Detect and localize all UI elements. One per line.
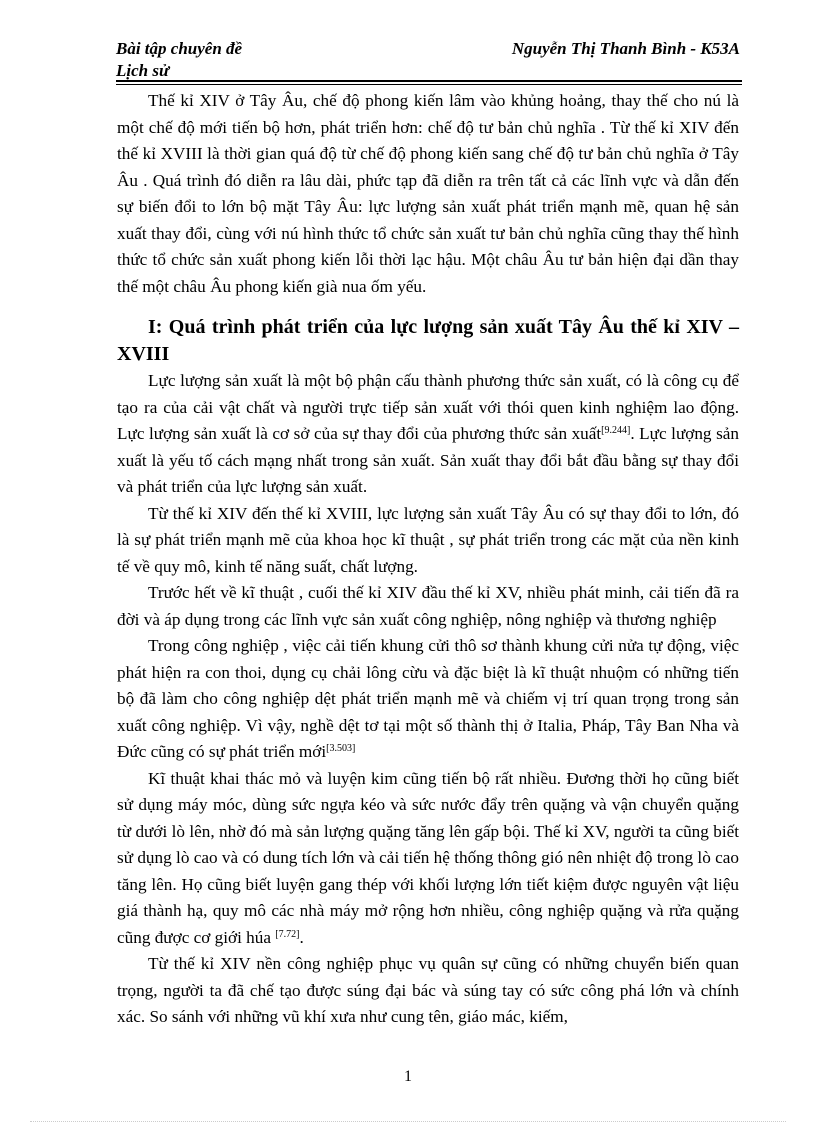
header-subject: Lịch sử: [116, 61, 170, 80]
header-rule-thick: [116, 80, 742, 82]
header-author: Nguyễn Thị Thanh Bình - K53A: [511, 39, 740, 58]
citation-ref: [7.72]: [275, 928, 300, 940]
header-left: [116, 38, 316, 82]
citation-ref: [3.503]: [326, 743, 356, 754]
paragraph-text: .: [299, 927, 304, 947]
paragraph-text: Kĩ thuật khai thác mỏ và luyện kim cũng tiến bộ rất nhiều. Đương thời họ cũng biết sử dụng máy móc, dùng sức ngựa kéo và sức nước đẩy trên quặng và vận chuyển quặng từ dưới lò lên, nhờ đó mà sản lượng quặng tăng lên gấp bội. Thế kỉ XV, người ta cũng biết sử dụng lò cao và có dung tích lớn và cải tiến hệ thống thông gió nên nhiệt độ trong lò cao tăng lên. Họ cũng biết luyện gang thép với khối lượng lớn tiết kiệm được nguyên vật liệu giá thành hạ, quy mô các nhà máy mở rộng hơn nhiều, công nghiệp quặng và rửa quặng cũng được cơ giới húa: [117, 768, 739, 947]
header-rule-thin: [116, 84, 742, 85]
section-heading: I: Quá trình phát triển của lực lượng sản xuất Tây Âu thế kỉ XIV –XVIII: [117, 316, 739, 365]
page-number: 1: [404, 1068, 412, 1085]
paragraph-industry: [117, 633, 739, 766]
document-body: [117, 88, 739, 1031]
paragraph-text: Trong công nghiệp , việc cải tiến khung cửi thô sơ thành khung cửi nửa tự động, việc phát hiện ra con thoi, dụng cụ chải lông cừu và đặc biệt là kĩ thuật nhuộm có những tiến bộ đã làm cho công nghiệp dệt phát triển mạnh mẽ và chiếm vị trí quan trọng trong sản xuất công nghiệp. Vì vậy, nghề dệt tơ tại một số thành thị ở Italia, Pháp, Tây Ban Nha và Đức cũng có sự phát triển mới: [117, 636, 739, 761]
header-course-title: Bài tập chuyên đề: [116, 39, 243, 58]
paragraph-technology: Trước hết về kĩ thuật , cuối thế kỉ XIV đầu thế kỉ XV, nhiều phát minh, cải tiến đã ra đời và áp dụng trong các lĩnh vực sản xuất công nghiệp, nông nghiệp và thương nghiệp: [117, 583, 739, 629]
paragraph-productive-forces: [117, 368, 739, 501]
paragraph-military: Từ thế kỉ XIV nền công nghiệp phục vụ quân sự cũng có những chuyển biến quan trọng, người ta đã chế tạo được súng đại bác và súng tay có sức công phá lớn và chính xác. So sánh với những vũ khí xưa như cung tên, giáo mác, kiếm,: [117, 954, 739, 1026]
paragraph-mining: [117, 766, 739, 952]
intro-paragraph: Thế kỉ XIV ở Tây Âu, chế độ phong kiến lâm vào khủng hoảng, thay thế cho nú là một chế độ mới tiến bộ hơn, phát triển hơn: chế độ tư bản chủ nghĩa . Từ thế kỉ XIV đến thế kỉ XVIII là thời gian quá độ từ chế độ phong kiến sang chế độ tư bản chủ nghĩa ở Tây Âu . Quá trình đó diễn ra lâu dài, phức tạp đã diễn ra trên tất cả các lĩnh vực và dẫn đến sự biến đổi to lớn bộ mặt Tây Âu: lực lượng sản xuất phát triển mạnh mẽ, quan hệ sản xuất thay đổi, cùng với nú hình thức tổ chức sản xuất tư bản chủ nghĩa cũng thay thế hình thức tổ chức sản xuất phong kiến lỗi thời lạc hậu. Một châu Âu tư bản hiện đại dần thay thế một châu Âu phong kiến già nua ốm yếu.: [117, 91, 739, 296]
paragraph-changes: Từ thế kỉ XIV đến thế kỉ XVIII, lực lượng sản xuất Tây Âu có sự thay đổi to lớn, đó là sự phát triển mạnh mẽ của khoa học kĩ thuật , sự phát triển trong các mặt của nền kinh tế về quy mô, kinh tế năng suất, chất lượng.: [117, 503, 739, 576]
paragraph-text: Lực lượng sản xuất là một bộ phận cấu thành phương thức sản xuất, có là công cụ để tạo ra của cải vật chất và người trực tiếp sản xuất với thói quen kinh nghiệm lao động. Lực lượng sản xuất là cơ sở của sự thay đổi của phương thức sản xuất: [117, 371, 739, 443]
paragraph-text: . Lực lượng sản xuất là yếu tố cách mạng nhất trong sản xuất. Sản xuất thay đổi bắt đầu bằng sự thay đổi và phát triển của lực lượng sản xuất.: [117, 424, 739, 496]
citation-ref: [9.244]: [601, 425, 631, 436]
page-bottom-divider: [30, 1121, 786, 1122]
